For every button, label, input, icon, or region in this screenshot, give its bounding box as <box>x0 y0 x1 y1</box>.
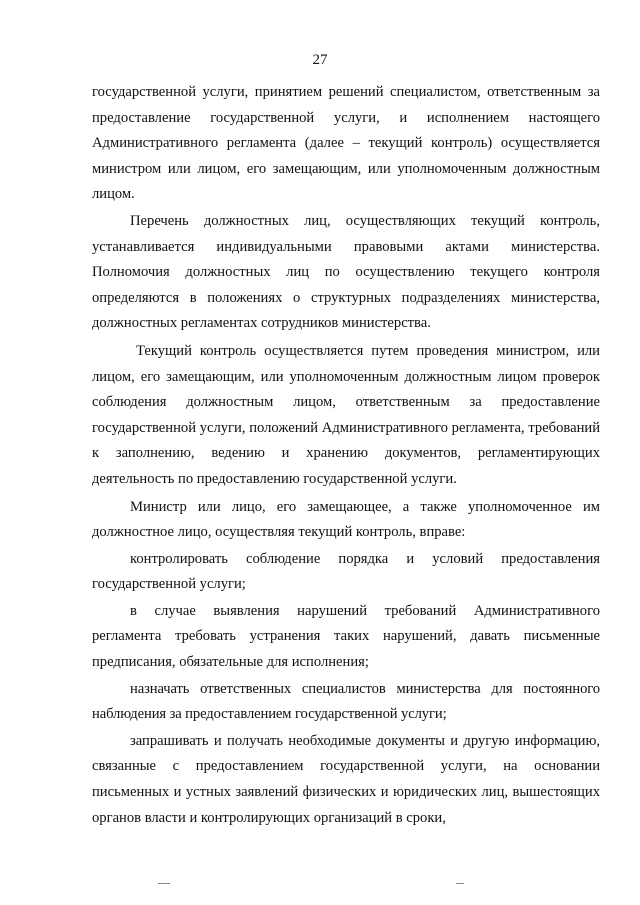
paragraph-current-control: Текущий контроль осуществляется путем проведения министром, или лицом, его замещающим, или уполномоченным должностным лицом проверок соблюдения должностным лицом, ответственным за предоставление государственной услуги, положений Административного регламента, требований к заполнению, ведению и хранению документов, регламентирующих деятельность по предоставлению государственной услуги. <box>92 342 600 487</box>
list-item-control: контролировать соблюдение порядка и условий предоставления государственной услуги; <box>92 550 600 593</box>
paragraph-continuation: государственной услуги, принятием решений специалистом, ответственным за предоставление государственной услуги, и исполнением настоящего Административного регламента (далее – текущий контроль) осуществляется министром или лицом, его замещающим, или уполномоченным должностным лицом. <box>92 84 600 203</box>
page-number: 27 <box>312 52 328 68</box>
list-item-request-documents: запрашивать и получать необходимые документы и другую информацию, связанные с предоставлением государственной услуги, на основании письменных и устных заявлений физических и юридических лиц, вышестоящих органов власти и контролирующих организаций в сроки, <box>92 732 600 826</box>
paragraph-minister-rights: Министр или лицо, его замещающее, а также уполномоченное им должностное лицо, осуществляя текущий контроль, вправе: <box>92 498 600 541</box>
scan-speck <box>158 883 170 884</box>
document-body <box>92 80 600 831</box>
scan-speck <box>456 883 464 884</box>
list-item-assign-specialists: назначать ответственных специалистов министерства для постоянного наблюдения за предоставлением государственной услуги; <box>92 680 600 723</box>
paragraph-officials-list: Перечень должностных лиц, осуществляющих текущий контроль, устанавливается индивидуальными правовыми актами министерства. Полномочия должностных лиц по осуществлению текущего контроля определяются в положениях о структурных подразделениях министерства, должностных регламентах сотрудников министерства. <box>92 212 600 332</box>
list-item-violations: в случае выявления нарушений требований Административного регламента требовать устранения таких нарушений, давать письменные предписания, обязательные для исполнения; <box>92 602 600 671</box>
